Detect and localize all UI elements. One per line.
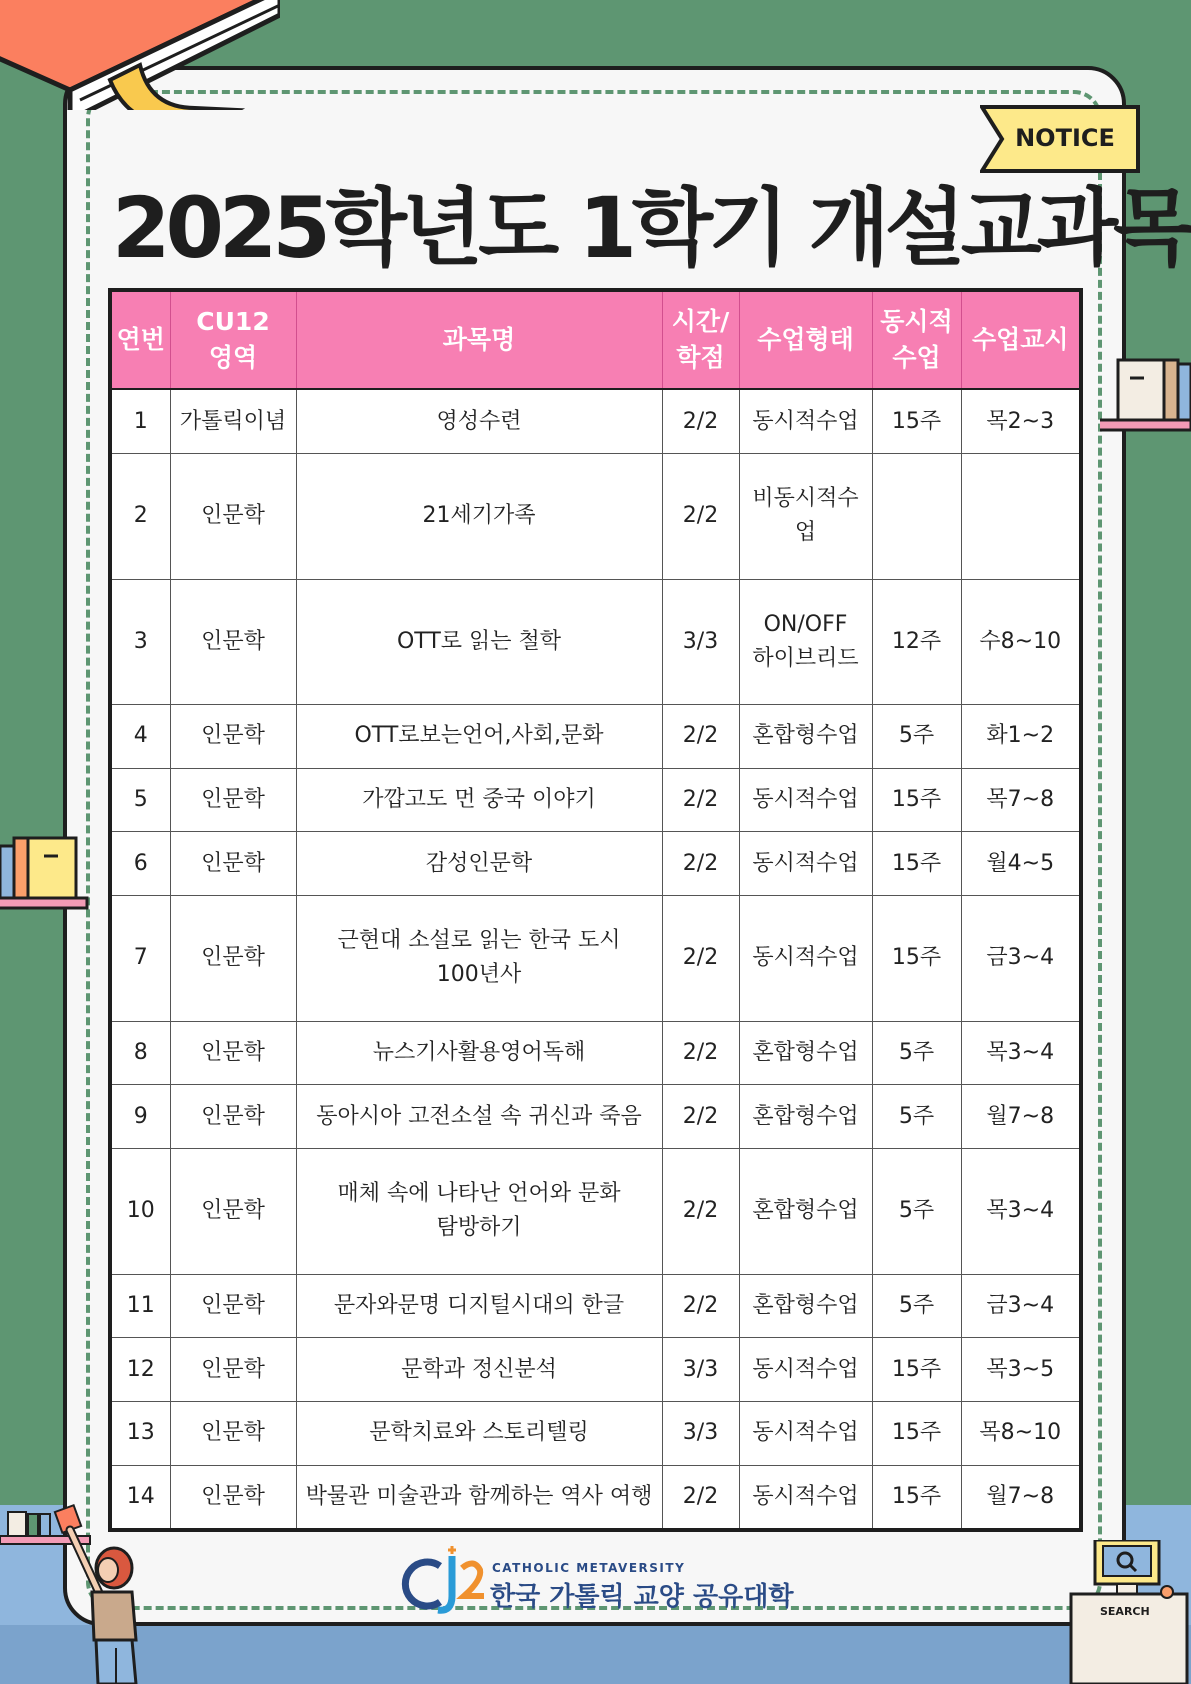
cell-sync: 15주 [872, 1401, 961, 1465]
cell-course: 근현대 소설로 읽는 한국 도시 100년사 [296, 896, 662, 1022]
cell-period: 금3~4 [961, 896, 1079, 1022]
cell-type: 혼합형수업 [739, 1149, 872, 1275]
table-row [112, 1274, 1079, 1338]
cell-sync: 15주 [872, 1465, 961, 1528]
cell-no: 14 [112, 1465, 170, 1528]
cell-course: 문자와문명 디지털시대의 한글 [296, 1274, 662, 1338]
cell-hours: 2/2 [662, 1085, 739, 1149]
cell-no: 6 [112, 832, 170, 896]
cell-course: 감성인문학 [296, 832, 662, 896]
cell-period: 목3~4 [961, 1149, 1079, 1275]
header-no: 연번 [112, 292, 170, 389]
cell-type: 동시적수업 [739, 389, 872, 454]
cell-hours: 3/3 [662, 1401, 739, 1465]
cell-area: 인문학 [170, 768, 296, 832]
floor-band [0, 1625, 1191, 1684]
cell-hours: 2/2 [662, 389, 739, 454]
table-row [112, 1465, 1079, 1528]
cell-sync: 15주 [872, 1338, 961, 1402]
cell-course: 영성수련 [296, 389, 662, 454]
cell-area: 가톨릭이념 [170, 389, 296, 454]
table-row [112, 705, 1079, 769]
cell-no: 11 [112, 1274, 170, 1338]
cell-no: 13 [112, 1401, 170, 1465]
cell-type: 비동시적수업 [739, 454, 872, 580]
cell-no: 8 [112, 1021, 170, 1085]
cell-course: 가깝고도 먼 중국 이야기 [296, 768, 662, 832]
cell-period: 목3~5 [961, 1338, 1079, 1402]
cell-hours: 2/2 [662, 1149, 739, 1275]
cell-hours: 2/2 [662, 1274, 739, 1338]
notice-label: NOTICE [1015, 124, 1115, 152]
cell-period: 금3~4 [961, 1274, 1079, 1338]
cell-type: 동시적수업 [739, 1401, 872, 1465]
cell-type: 동시적수업 [739, 896, 872, 1022]
header-sync: 동시적 수업 [872, 292, 961, 389]
cell-type: 동시적수업 [739, 768, 872, 832]
header-course: 과목명 [296, 292, 662, 389]
cell-sync: 5주 [872, 1274, 961, 1338]
cell-course: 뉴스기사활용영어독해 [296, 1021, 662, 1085]
person-illustration-icon [0, 1500, 150, 1684]
cell-hours: 3/3 [662, 579, 739, 705]
cell-no: 5 [112, 768, 170, 832]
cell-sync: 12주 [872, 579, 961, 705]
cell-sync: 15주 [872, 768, 961, 832]
shelf-books-left-icon [0, 834, 90, 914]
cell-period: 화1~2 [961, 705, 1079, 769]
book-icon [0, 0, 280, 110]
search-label: SEARCH [1100, 1605, 1150, 1618]
page-title: 2025학년도 1학기 개설교과목 [112, 179, 1190, 277]
cell-area: 인문학 [170, 1085, 296, 1149]
cell-area: 인문학 [170, 454, 296, 580]
cell-course: 박물관 미술관과 함께하는 역사 여행 [296, 1465, 662, 1528]
cell-period: 월7~8 [986, 1483, 1055, 1509]
cell-course: 동아시아 고전소설 속 귀신과 죽음 [296, 1085, 662, 1149]
course-table [112, 292, 1079, 1528]
table-row [112, 579, 1079, 705]
cell-area: 인문학 [170, 705, 296, 769]
cell-hours: 3/3 [662, 1338, 739, 1402]
cell-no: 7 [112, 896, 170, 1022]
cell-sync: 5주 [872, 1085, 961, 1149]
cell-hours: 2/2 [662, 705, 739, 769]
cell-area: 인문학 [170, 1149, 296, 1275]
cell-course: 문학치료와 스토리텔링 [296, 1401, 662, 1465]
brand-subtitle: CATHOLIC METAVERSITY [492, 1561, 686, 1575]
course-table-frame [108, 288, 1083, 1532]
cell-no: 12 [112, 1338, 170, 1402]
cell-type: 동시적수업 [739, 1338, 872, 1402]
table-row [112, 1338, 1079, 1402]
cell-period: 목7~8 [961, 768, 1079, 832]
table-row [112, 896, 1079, 1022]
cell-area: 인문학 [170, 1021, 296, 1085]
table-row [112, 832, 1079, 896]
cell-course: 21세기가족 [296, 454, 662, 580]
cell-no: 1 [112, 389, 170, 454]
header-hours: 시간/ 학점 [662, 292, 739, 389]
cell-area: 인문학 [170, 1274, 296, 1338]
cell-no: 3 [112, 579, 170, 705]
cell-area: 인문학 [170, 1338, 296, 1402]
header-type: 수업형태 [739, 292, 872, 389]
table-row [112, 389, 1079, 454]
cell-period: 수8~10 [961, 579, 1079, 705]
cell-period: 목3~4 [961, 1021, 1079, 1085]
cell-hours: 2/2 [662, 454, 739, 580]
cell-no: 9 [112, 1085, 170, 1149]
table-row [112, 1085, 1079, 1149]
cell-course: 매체 속에 나타난 언어와 문화 탐방하기 [296, 1149, 662, 1275]
cell-sync: 5주 [872, 1021, 961, 1085]
cell-sync [872, 454, 961, 580]
cell-course: 문학과 정신분석 [296, 1338, 662, 1402]
cell-course: OTT로보는언어,사회,문화 [296, 705, 662, 769]
cell-period: 월4~5 [961, 832, 1079, 896]
cell-period: 월7~8 [961, 1085, 1079, 1149]
cell-no: 4 [112, 705, 170, 769]
cell-no: 2 [112, 454, 170, 580]
cell-area: 인문학 [170, 1401, 296, 1465]
cell-area: 인문학 [170, 832, 296, 896]
table-header-row [112, 292, 1079, 389]
cell-sync: 5주 [872, 1149, 961, 1275]
cell-hours: 2/2 [662, 832, 739, 896]
table-row [112, 768, 1079, 832]
shelf-books-icon [1100, 358, 1191, 438]
cell-period [961, 454, 1079, 580]
cell-hours: 2/2 [662, 768, 739, 832]
cell-sync: 15주 [872, 896, 961, 1022]
cell-course: OTT로 읽는 철학 [296, 579, 662, 705]
cell-period: 목8~10 [961, 1401, 1079, 1465]
cell-period: 목2~3 [961, 389, 1079, 454]
header-area: CU12 영역 [170, 292, 296, 389]
cell-sync: 15주 [872, 832, 961, 896]
cell-type: 동시적수업 [739, 1465, 872, 1528]
cell-area: 인문학 [170, 896, 296, 1022]
cell-sync: 15주 [872, 389, 961, 454]
table-row [112, 1149, 1079, 1275]
brand-name: 한국 가톨릭 교양 공유대학 [490, 1582, 794, 1612]
cell-hours: 2/2 [662, 1465, 739, 1528]
cell-type: 동시적수업 [739, 832, 872, 896]
cell-type: ON/OFF 하이브리드 [739, 579, 872, 705]
table-row [112, 1021, 1079, 1085]
cell-type: 혼합형수업 [739, 705, 872, 769]
cell-area: 인문학 [170, 579, 296, 705]
cell-type: 혼합형수업 [739, 1085, 872, 1149]
table-row [112, 1401, 1079, 1465]
cell-no: 10 [112, 1149, 170, 1275]
cell-type: 혼합형수업 [739, 1021, 872, 1085]
cell-hours: 2/2 [662, 896, 739, 1022]
cell-hours: 2/2 [662, 1021, 739, 1085]
table-row [112, 454, 1079, 580]
cell-type: 혼합형수업 [739, 1274, 872, 1338]
cell-area: 인문학 [170, 1465, 296, 1528]
header-period: 수업교시 [961, 292, 1079, 389]
cell-sync: 5주 [872, 705, 961, 769]
